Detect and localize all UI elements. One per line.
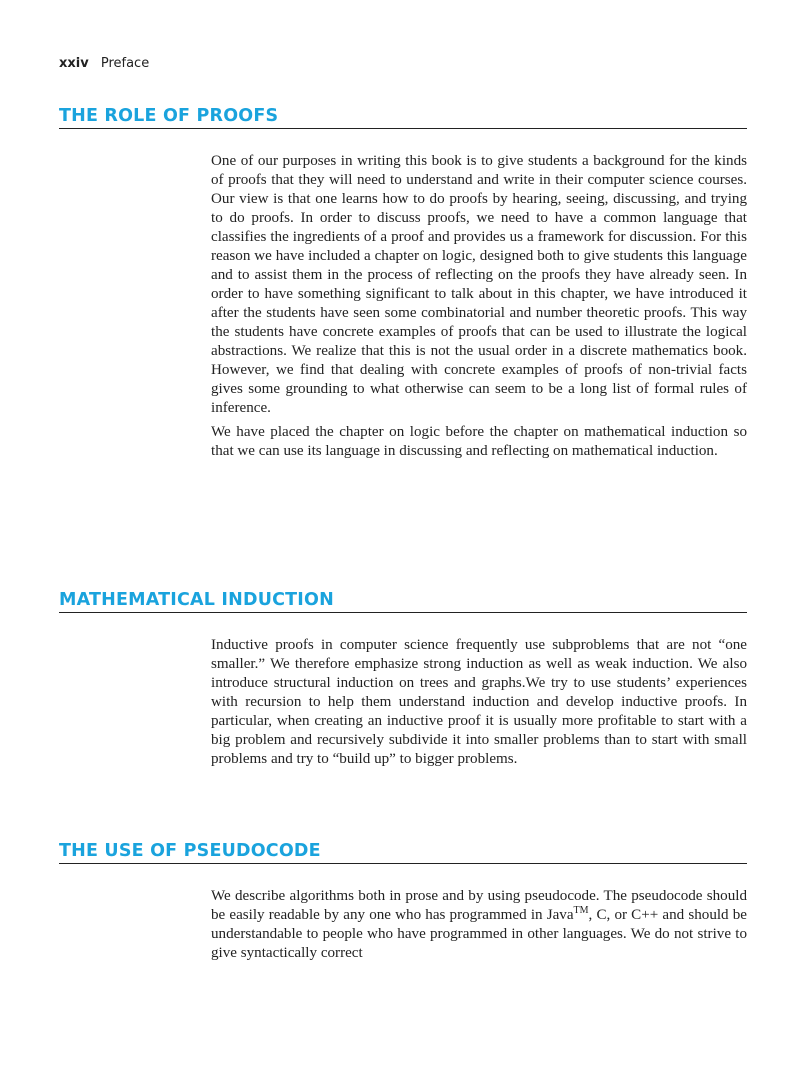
page-number: xxiv <box>59 56 89 71</box>
section-body <box>211 636 747 769</box>
paragraph: One of our purposes in writing this book is to give students a background for the kinds of proofs that they will need to understand and write in their computer science courses. Our view is that one learns how to do proofs by hearing, seeing, discussing, and trying to do proofs. In order to discuss proofs, we need to have a common language that classifies the ingredients of a proof and provides us a framework for discussion. For this reason we have included a chapter on logic, designed both to give students this language and to assist them in the process of reflecting on the proofs they have already seen. In order to have something significant to talk about in this chapter, we have introduced it after the students have seen some combinatorial and number theoretic proofs. This way the students have concrete examples of proofs that can be used to illustrate the logical abstractions. We realize that this is not the usual order in a discrete mathematics book. However, we find that dealing with concrete examples of proofs of non-trivial facts gives some grounding to what otherwise can seem to be a long list of formal rules of inference. <box>211 153 747 416</box>
section-title: THE USE OF PSEUDOCODE <box>59 841 747 864</box>
paragraph <box>211 887 747 963</box>
paragraph: Inductive proofs in computer science frequently use subproblems that are not “one smaller.” We therefore emphasize strong induction as well as weak induction. We also introduce structural induction on trees and graphs.We try to use students’ experiences with recursion to help them understand induction and develop inductive proofs. In particular, when creating an inductive proof it is usually more profitable to start with a big problem and recursively subdivide it into smaller problems than to start with small problems and try to “build up” to bigger problems. <box>211 637 747 767</box>
section-body <box>211 887 747 963</box>
paragraph: We have placed the chapter on logic before the chapter on mathematical induction so that we can use its language in discussing and reflecting on mathematical induction. <box>211 424 747 459</box>
running-title: Preface <box>100 56 150 71</box>
section-role-of-proofs <box>59 106 747 466</box>
section-use-of-pseudocode <box>59 841 747 968</box>
paragraph-text-a: We describe algorithms both in prose and by using pseudocode. The pseudocode should be easily readable by any one who has programmed in Java <box>211 888 747 923</box>
section-mathematical-induction <box>59 590 747 774</box>
section-body <box>211 152 747 461</box>
trademark-mark: TM <box>573 905 589 916</box>
section-title: MATHEMATICAL INDUCTION <box>59 590 747 613</box>
section-title: THE ROLE OF PROOFS <box>59 106 747 129</box>
paragraph-text-b: , C, or C++ and should be understandable to people who have programmed in other languages. We do not strive to give syntactically correct <box>211 907 747 961</box>
running-head <box>59 56 149 71</box>
